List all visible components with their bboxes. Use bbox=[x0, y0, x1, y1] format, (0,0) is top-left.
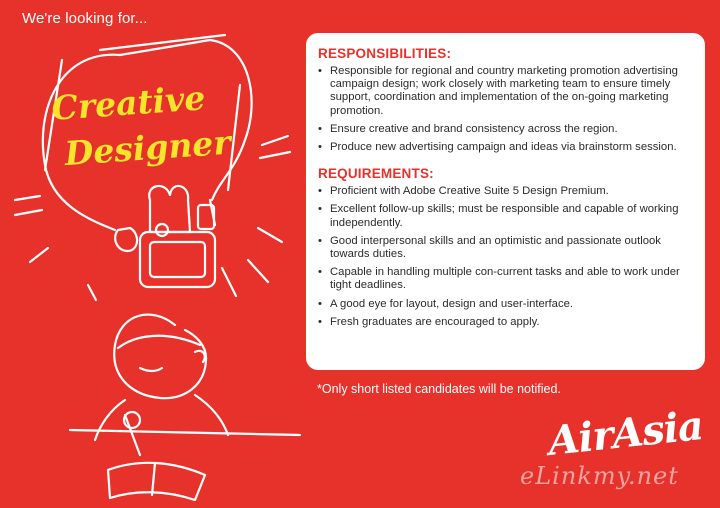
list-item: • Produce new advertising campaign and ideas via brainstorm session. bbox=[318, 141, 693, 154]
shortlist-note: *Only short listed candidates will be notified. bbox=[317, 382, 561, 396]
headline-line1: Creative bbox=[50, 78, 207, 128]
requirements-title: REQUIREMENTS: bbox=[318, 166, 434, 182]
list-item: • Fresh graduates are encouraged to apply. bbox=[318, 316, 693, 329]
list-item: • Responsible for regional and country marketing promotion advertising campaign design; work closely with marketing team to ensure timely support, coordination and implementation of the on-going marketing promotion. bbox=[318, 65, 693, 118]
airasia-logo: AirAsia bbox=[545, 402, 706, 465]
list-item: • Good interpersonal skills and an optimistic and passionate outlook towards duties. bbox=[318, 235, 693, 261]
list-item: • A good eye for layout, design and user-interface. bbox=[318, 298, 693, 311]
headline-line2: Designer bbox=[63, 122, 232, 174]
list-item: • Excellent follow-up skills; must be responsible and capable of working independently. bbox=[318, 203, 693, 229]
watermark: eLinkmy.net bbox=[520, 462, 679, 490]
job-details-card bbox=[306, 33, 705, 370]
list-item: • Proficient with Adobe Creative Suite 5 Design Premium. bbox=[318, 185, 693, 198]
tagline: We're looking for... bbox=[22, 10, 148, 27]
requirements-list bbox=[318, 185, 693, 329]
designer-illustration bbox=[0, 0, 310, 508]
responsibilities-list bbox=[318, 65, 693, 154]
list-item: • Ensure creative and brand consistency across the region. bbox=[318, 123, 693, 136]
responsibilities-title: RESPONSIBILITIES: bbox=[318, 46, 452, 61]
headline bbox=[50, 71, 266, 177]
list-item: • Capable in handling multiple con-current tasks and able to work under tight deadlines. bbox=[318, 266, 693, 292]
